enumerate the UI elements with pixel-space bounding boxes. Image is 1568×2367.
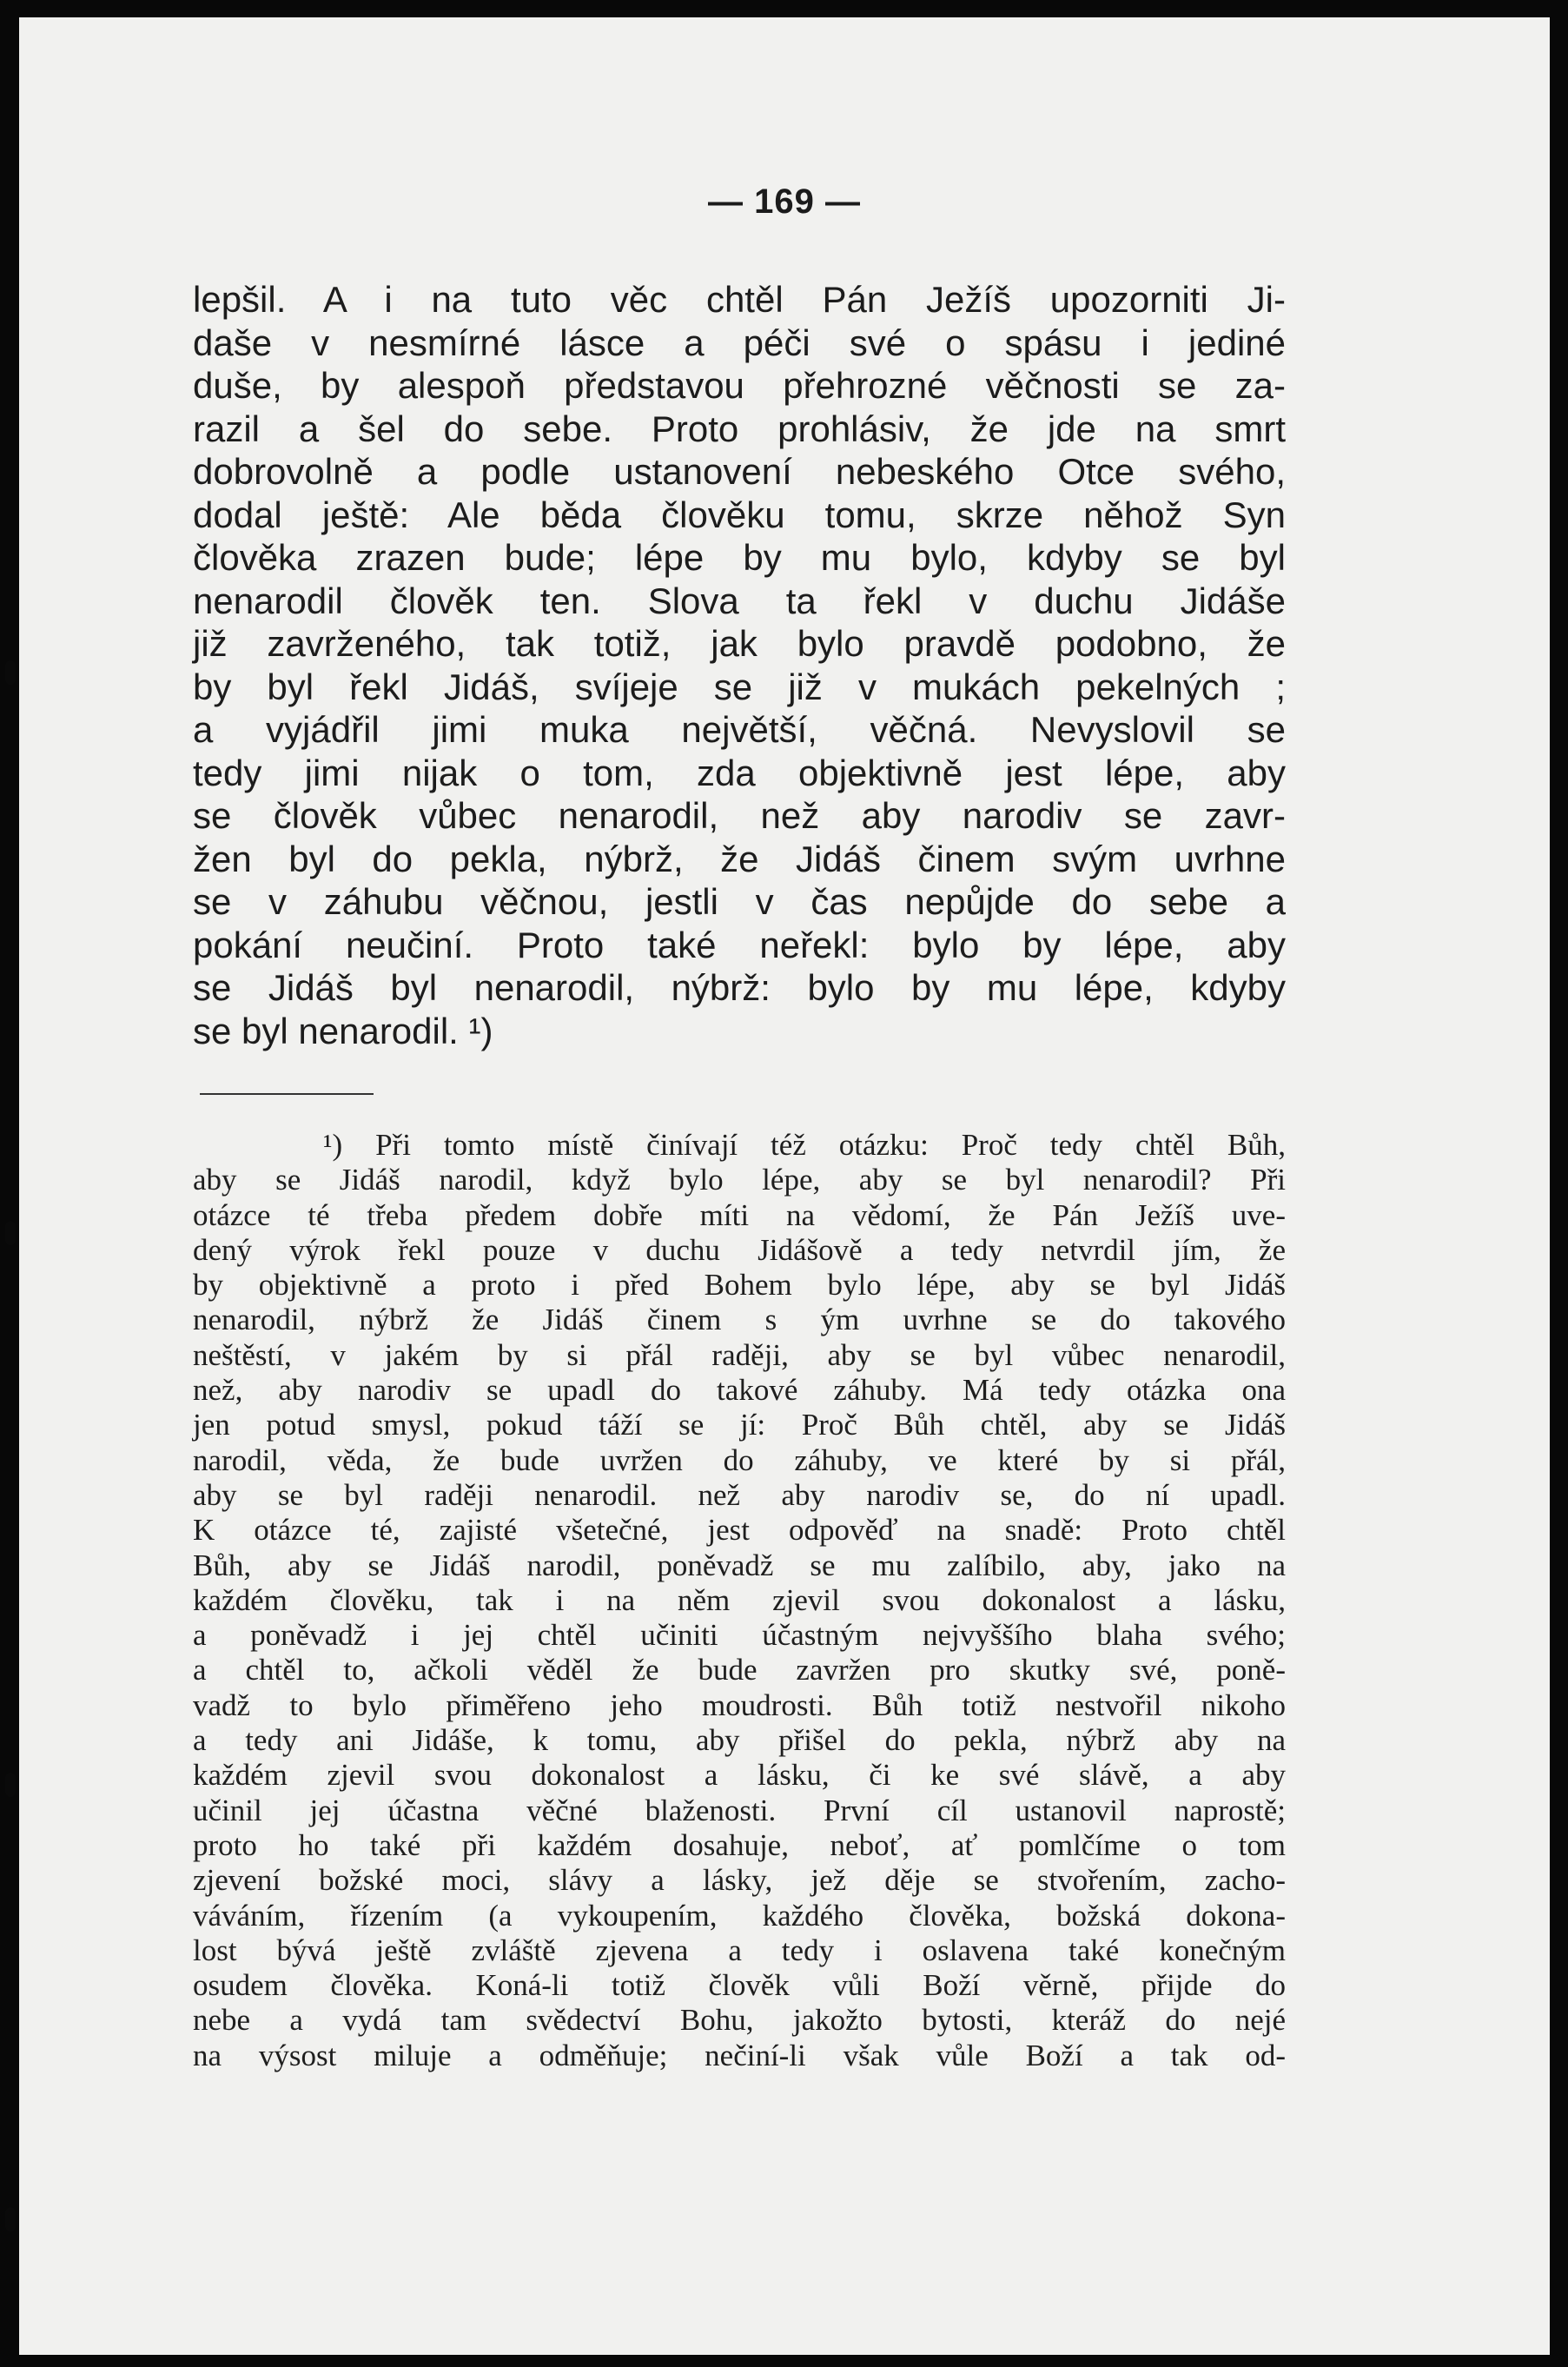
footnote-line: jen potud smysl, pokud táží se jí: Proč Bůh chtěl, aby se Jidáš (193, 1408, 1286, 1442)
binding-mark (5, 660, 16, 685)
text-line: pokání neučiní. Proto také neřekl: bylo by lépe, aby (193, 924, 1286, 965)
footnote-line: vadž to bylo přiměřeno jeho moudrosti. Bůh totiž nestvořil nikoho (193, 1687, 1286, 1722)
footnote-line: každém zjevil svou dokonalost a lásku, či ke své slávě, a aby (193, 1758, 1286, 1793)
footnote-line: narodil, věda, že bude uvržen do záhuby, ve které by si přál, (193, 1442, 1286, 1477)
text-line: se byl nenarodil. ¹) (193, 1010, 493, 1051)
footnote-line: a poněvadž i jej chtěl učiniti účastným nejvyššího blaha svého; (193, 1618, 1286, 1653)
footnote-line: otázce té třeba předem dobře míti na vědomí, že Pán Ježíš uve- (193, 1197, 1286, 1232)
main-text (193, 278, 1286, 1052)
footnote-line: aby se Jidáš narodil, když bylo lépe, aby se byl nenarodil? Při (193, 1163, 1286, 1197)
footnote-line: proto ho také při každém dosahuje, neboť, ať pomlčíme o tom (193, 1827, 1286, 1862)
text-line: se Jidáš byl nenarodil, nýbrž: bylo by mu lépe, kdyby (193, 967, 1286, 1008)
footnote-line: každém člověku, tak i na něm zjevil svou dokonalost a lásku, (193, 1582, 1286, 1617)
text-line: dobrovolně a podle ustanovení nebeského Otce svého, (193, 451, 1286, 492)
text-line: daše v nesmírné lásce a péči své o spásu i jediné (193, 322, 1286, 363)
footnote-line: nebe a vydá tam svědectví Bohu, jakožto bytosti, kteráž do nejé (193, 2003, 1286, 2038)
footnote-line: Bůh, aby se Jidáš narodil, poněvadž se mu zalíbilo, aby, jako na (193, 1548, 1286, 1582)
footnote-line: nenarodil, nýbrž že Jidáš činem s ým uvrhne se do takového (193, 1303, 1286, 1337)
footnote-line: K otázce té, zajisté všetečné, jest odpověď na snadě: Proto chtěl (193, 1513, 1286, 1548)
footnote-line: a chtěl to, ačkoli věděl že bude zavržen pro skutky své, poně- (193, 1653, 1286, 1687)
footnote-line: osudem člověka. Koná-li totiž člověk vůli Boží věrně, přijde do (193, 1968, 1286, 2003)
footnote-line: dený výrok řekl pouze v duchu Jidášově a tedy netvrdil jím, že (193, 1232, 1286, 1267)
text-line: duše, by alespoň představou přehrozné věčnosti se za- (193, 365, 1286, 406)
binding-mark (5, 1773, 16, 1797)
footnote-line: ¹) Při tomto místě činívají též otázku: Proč tedy chtěl Bůh, (323, 1128, 1286, 1162)
footnote-line: lost bývá ještě zvláště zjevena a tedy i oslavena také konečným (193, 1933, 1286, 1967)
footnote (193, 1128, 1286, 2073)
footnote-line: zjevení božské moci, slávy a lásky, jež děje se stvořením, zacho- (193, 1863, 1286, 1898)
text-line: nenarodil člověk ten. Slova ta řekl v duchu Jidáše (193, 580, 1286, 621)
footnote-line: neštěstí, v jakém by si přál raději, aby se byl vůbec nenarodil, (193, 1337, 1286, 1372)
book-page (19, 17, 1550, 2355)
text-line: by byl řekl Jidáš, svíjeje se již v mukách pekelných ; (193, 666, 1286, 707)
text-line: dodal ještě: Ale běda člověku tomu, skrze něhož Syn (193, 494, 1286, 535)
footnote-line: a tedy ani Jidáše, k tomu, aby přišel do pekla, nýbrž aby na (193, 1723, 1286, 1758)
binding-mark (5, 2207, 16, 2231)
footnote-line: na výsost miluje a odměňuje; nečiní-li však vůle Boží a tak od- (193, 2038, 1286, 2072)
text-line: se člověk vůbec nenarodil, než aby narodiv se zavr- (193, 795, 1286, 836)
footnote-separator (200, 1093, 374, 1095)
text-line: žen byl do pekla, nýbrž, že Jidáš činem svým uvrhne (193, 838, 1286, 879)
footnote-line: váváním, řízením (a vykoupením, každého člověka, božská dokona- (193, 1898, 1286, 1933)
text-line: a vyjádřil jimi muka největší, věčná. Nevyslovil se (193, 709, 1286, 750)
text-line: lepšil. A i na tuto věc chtěl Pán Ježíš upozorniti Ji- (193, 279, 1286, 320)
text-line: člověka zrazen bude; lépe by mu bylo, kdyby se byl (193, 537, 1286, 578)
footnote-line: učinil jej účastna věčné blaženosti. První cíl ustanovil naprostě; (193, 1793, 1286, 1827)
binding-mark (5, 1221, 16, 1245)
text-line: razil a šel do sebe. Proto prohlásiv, že jde na smrt (193, 408, 1286, 449)
footnote-line: než, aby narodiv se upadl do takové záhuby. Má tedy otázka ona (193, 1373, 1286, 1408)
text-line: tedy jimi nijak o tom, zda objektivně jest lépe, aby (193, 752, 1286, 793)
text-line: již zavrženého, tak totiž, jak bylo pravdě podobno, že (193, 623, 1286, 664)
footnote-line: by objektivně a proto i před Bohem bylo lépe, aby se byl Jidáš (193, 1268, 1286, 1303)
page-number: — 169 — (708, 182, 861, 221)
text-line: se v záhubu věčnou, jestli v čas nepůjde do sebe a (193, 881, 1286, 922)
footnote-line: aby se byl raději nenarodil. než aby narodiv se, do ní upadl. (193, 1477, 1286, 1512)
